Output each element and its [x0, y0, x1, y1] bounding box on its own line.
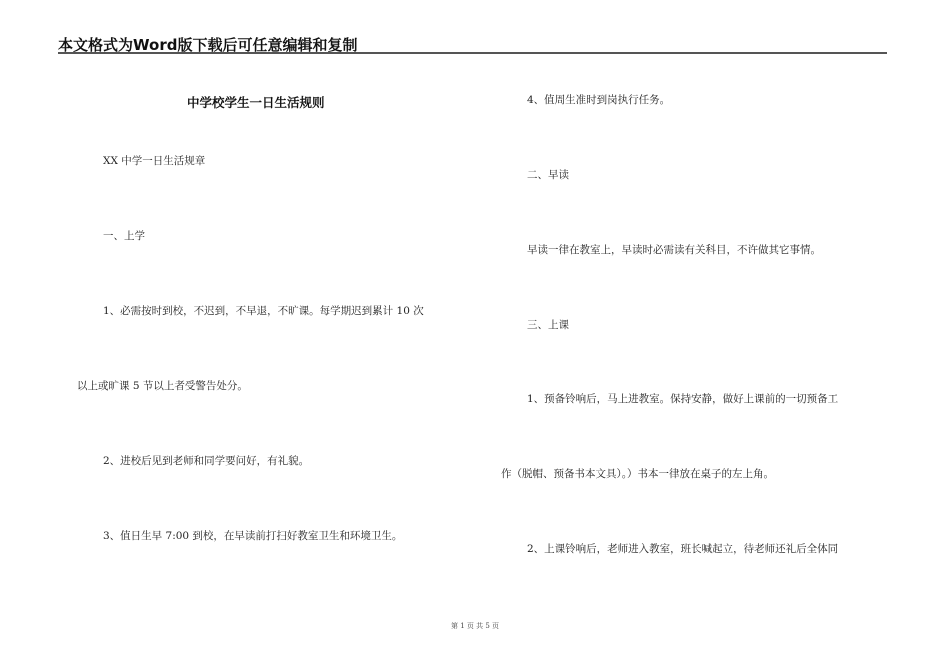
paragraph-doc-name: XX 中学一日生活规章 — [103, 155, 206, 167]
header-divider — [58, 52, 887, 54]
section-heading-class: 三、上课 — [527, 319, 569, 331]
paragraph-class-rule-2: 2、上课铃响后，老师进入教室，班长喊起立，待老师还礼后全体同 — [527, 543, 839, 555]
document-header-banner: 本文格式为Word版下载后可任意编辑和复制 — [58, 36, 358, 54]
paragraph-morning-reading: 早读一律在教室上，早读时必需读有关科目，不许做其它事情。 — [527, 244, 821, 256]
page-number: 第 1 页 共 5 页 — [450, 622, 500, 630]
paragraph-rule-4: 4、值周生准时到岗执行任务。 — [527, 94, 671, 106]
paragraph-rule-3: 3、值日生早 7:00 到校，在早读前打扫好教室卫生和环境卫生。 — [103, 530, 403, 542]
document-title: 中学校学生一日生活规则 — [187, 95, 325, 110]
paragraph-class-rule-1-continued: 作（脱帽、预备书本文具）。）书本一律放在桌子的左上角。 — [501, 468, 774, 480]
section-heading-arrival: 一、上学 — [103, 230, 145, 242]
paragraph-rule-1: 1、必需按时到校，不迟到，不早退，不旷课。每学期迟到累计 10 次 — [103, 305, 424, 317]
paragraph-class-rule-1: 1、预备铃响后，马上进教室。保持安静，做好上课前的一切预备工 — [527, 393, 839, 405]
paragraph-rule-2: 2、进校后见到老师和同学要问好，有礼貌。 — [103, 455, 310, 467]
paragraph-rule-1-continued: 以上或旷课 5 节以上者受警告处分。 — [77, 380, 248, 392]
section-heading-morning-reading: 二、早读 — [527, 169, 569, 181]
